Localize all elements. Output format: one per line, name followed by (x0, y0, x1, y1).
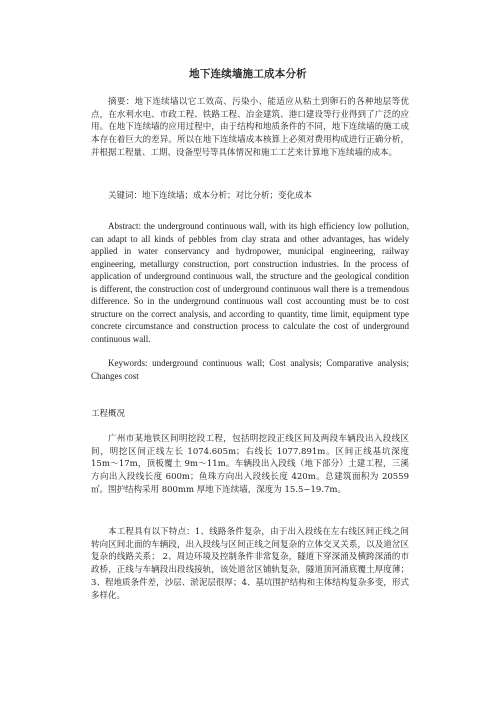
paragraph-project-overview: 广州市某地铁区间明挖段工程，包括明挖段正线区间及两段车辆段出入段线区间，明挖区间正线左长 1074.605m；右线长 1077.891m。区间正线基坑深度 15m～17m，顶板覆土 9m～11m。车辆段出入段线（地下部分）土建工程，三溪方向出入段线长度 600m；鱼珠方向出入段线长度 420m。总建筑面积为 20559㎡。围护结构采用 800mm 厚地下连续墙，深度为 15.5~19.7m。 (91, 434, 409, 495)
keywords-english: Keywords: underground continuous wall; Cost analysis; Comparative analysis; Changes cost (91, 358, 409, 381)
document-title: 地下连续墙施工成本分析 (189, 68, 307, 80)
abstract-english: Abstract: the underground continuous wall, with its high efficiency low pollution, can adapt to all kinds of pebbles from clay strata and other advantages, has widely applied in water conservancy and hydropower, municipal engineering, railway engineering, metallurgy construction, port construction industries. In the process of application of underground continuous wall, the structure and the geological condition is different, the construction cost of underground continuous wall there is a tremendous difference. So in the underground continuous wall cost accounting must be to cost structure on the correct analysis, and according to quantity, time limit, equipment type concrete circumstance and construction process to calculate the cost of underground continuous wall. (91, 221, 409, 344)
section-heading: 工程概况 (91, 409, 126, 419)
abstract-chinese: 摘要：地下连续墙以它工效高、污染小、能适应从粘土到卵石的各种地层等优点，在水利水电、市政工程、铁路工程、冶金建筑、港口建设等行业得到了广泛的应用。在地下连续墙的应用过程中，由于结构和地质条件的不同，地下连续墙的施工成本存在着巨大的差异。所以在地下连续墙成本核算上必须对费用构成进行正确分析，并根据工程量、工期、设备型号等具体情况和施工工艺来计算地下连续墙的成本。 (91, 97, 409, 158)
paragraph-project-features: 本工程具有以下特点：1、线路条件复杂，由于出入段线在左右线区间正线之间转向区间北面的车辆段，出入段线与区间正线之间复杂的立体交叉关系，以及道岔区复杂的线路关系； 2、周边环境及控制条件非常复杂，隧道下穿深涌及横跨深涌的市政桥，正线与车辆段出段线接轨，该处道岔区铺轨复杂，隧道顶河涌底覆土厚度薄；3、程地质条件差，沙层、淤泥层很厚；4、基坑围护结构和主体结构复杂多变，形式多样化。 (91, 527, 409, 601)
keywords-chinese: 关键词：地下连续墙；成本分析；对比分析；变化成本 (108, 191, 313, 201)
